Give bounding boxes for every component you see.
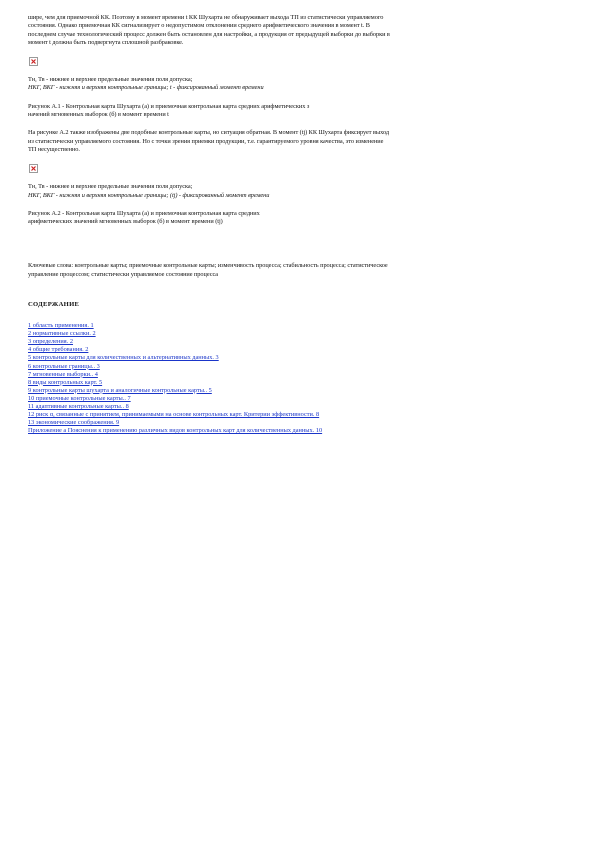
broken-image-icon (29, 57, 38, 66)
toc-heading: СОДЕРЖАНИЕ (28, 301, 80, 309)
text-line: Рисунок А.2 - Контрольная карта Шухарта (а) и приемочная контрольная карта средних (28, 209, 260, 217)
text-line: Тн, Тв - нижнее и верхнее предельные значения поля допуска; (28, 76, 193, 84)
intro-paragraph (28, 14, 568, 47)
text-line: Ключевые слова: контрольные карты; приемочные контрольные карты; изменчивость процесса; стабильность процесса; статистическое (28, 262, 388, 270)
text-line: шире, чем для приемочной КК. Поэтому в момент времени t КК Шухарта не обнаруживает выхода ТП из статистически управляемого (28, 14, 384, 21)
text-line: На рисунке А.2 также изображены две подобные контрольные карты, но ситуация обратная. В момент (tj) КК Шухарта фиксирует выход (28, 129, 390, 137)
toc-link[interactable]: 9 контрольные карты шухарта и аналогичные контрольные карты.. 5 (28, 386, 212, 394)
toc-link[interactable]: 1 область применения. 1 (28, 322, 94, 330)
text-line: из статистически управляемого состояния. Но с точки зрения приемки продукции, т.е. гарантируемого уровня качества, это изменение (28, 137, 384, 145)
text-line: НКГ, ВКГ - нижняя и верхняя контрольные границы; (tj) - фиксированный момент времени (28, 191, 270, 199)
text-line: арифметических значений мгновенных выборок (б) в момент времени (tj) (28, 218, 223, 226)
figure-1-notes (28, 76, 568, 93)
figure-2-notes (28, 183, 568, 200)
broken-image-icon (29, 164, 38, 173)
text-line: Рисунок А.1 - Контрольная карта Шухарта (а) и приемочная контрольная карта средних арифметических з (28, 102, 310, 110)
text-line: ТП несущественно. (28, 145, 80, 153)
text-line: начений мгновенных выборок (б) в момент времени t (28, 111, 169, 119)
text-line: управление процессом; статистически управляемое состояние процесса (28, 270, 219, 278)
text-line: Тн, Тв - нижнее и верхнее предельные значения поля допуска; (28, 183, 193, 191)
figure-2-caption (28, 210, 568, 227)
text-line: последнем случае технологический процесс должен быть остановлен для настройки, а продукция от предыдущей выборки до выборки в (28, 30, 390, 38)
text-line: момент t должна быть подвергнута сплошной разбраковке. (28, 38, 184, 46)
toc-link[interactable]: 11 адаптивные контрольные карты.. 8 (28, 402, 129, 410)
toc-link[interactable]: 12 риск α, связанные с принятием, принимаемыми на основе контрольных карт. Критерии эффективности. 8 (28, 411, 320, 419)
toc-link[interactable]: 5 контрольные карты для количественных и альтернативных данных. 3 (28, 354, 219, 362)
keywords-paragraph (28, 262, 568, 279)
toc-link[interactable]: 4 общие требования. 2 (28, 346, 89, 354)
toc-link[interactable]: Приложение а Пояснения к применению различных видов контрольных карт для количественных данных. 10 (28, 427, 323, 435)
toc-link[interactable]: 7 мгновенные выборки.. 4 (28, 370, 98, 378)
figure-1-caption (28, 103, 568, 120)
toc-link[interactable]: 6 контрольные границы.. 3 (28, 362, 100, 370)
text-line: состояния. Однако приемочная КК сигнализирует о недопустимом отклонении среднего арифметического значения в момент t. В (28, 22, 370, 30)
toc-link[interactable]: 3 определения. 2 (28, 338, 73, 346)
document-page (28, 14, 568, 435)
toc-link[interactable]: 10 приемочные контрольные карты.. 7 (28, 394, 131, 402)
toc-link[interactable]: 13 экономические соображения. 9 (28, 419, 120, 427)
toc-link[interactable]: 2 нормативные ссылки. 2 (28, 330, 96, 338)
toc-link[interactable]: 8 виды контрольных карт. 5 (28, 378, 103, 386)
middle-paragraph (28, 129, 568, 154)
text-line: НКГ, ВКГ - нижняя и верхняя контрольные границы; t - фиксированный момент времени (28, 84, 264, 92)
table-of-contents (28, 322, 568, 435)
